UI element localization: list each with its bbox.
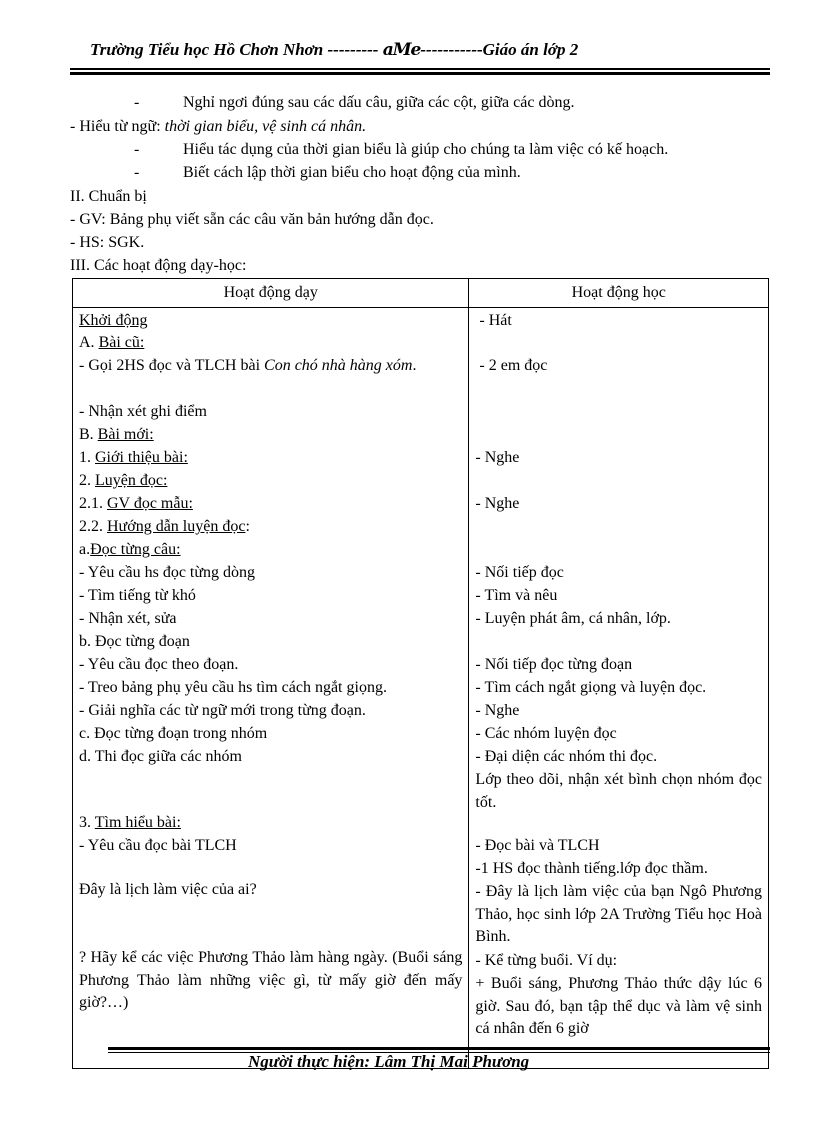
sing-song: - Hát [475, 312, 512, 329]
old-lesson-heading: A. Bài cũ: [79, 334, 145, 351]
page-header [90, 40, 770, 64]
table-row [73, 308, 769, 1069]
vocab-words: thời gian biểu, vệ sinh cá nhân. [164, 118, 367, 135]
pronunciation-practice: - Luyện phát âm, cá nhân, lớp. [475, 610, 671, 627]
call-students-reading: - Gọi 2HS đọc và TLCH bài Con chó nhà hàng xóm. [79, 357, 417, 374]
explain-words: - Giải nghĩa các từ ngữ mới trong từng đoạn. [79, 702, 366, 719]
group-reading: c. Đọc từng đoạn trong nhóm [79, 725, 268, 742]
objective-pause: Nghỉ ngơi đúng sau các dấu câu, giữa các cột, giữa các dòng. [183, 94, 575, 111]
objective-purpose: Hiểu tác dụng của thời gian biểu là giúp cho chúng ta làm việc có kế hoạch. [183, 141, 669, 158]
student-activity-header: Hoạt động học [469, 279, 769, 308]
take-turns-reading: - Nối tiếp đọc [475, 564, 564, 581]
header-rule-thick [70, 72, 770, 75]
reading-practice: 2. Luyện đọc: [79, 472, 168, 489]
section-preparation: II. Chuẩn bị [70, 188, 147, 205]
teacher-materials: - GV: Bảng phụ viết sẵn các câu văn bản hướng dẫn đọc. [70, 211, 434, 228]
activities-table [72, 278, 769, 1069]
listen-3: - Nghe [475, 702, 520, 719]
bullet-dash: - [134, 94, 140, 111]
read-and-answer: - Yêu cầu đọc bài TLCH [79, 837, 237, 854]
subject-title: Giáo án lớp 2 [482, 40, 579, 59]
read-by-paragraph: - Yêu cầu đọc theo đoạn. [79, 656, 239, 673]
question-whose-schedule: Đây là lịch làm việc của ai? [79, 881, 257, 898]
groups-practice: - Các nhóm luyện đọc [475, 725, 617, 742]
find-pauses: - Tìm cách ngắt giọng và luyện đọc. [475, 679, 707, 696]
footer-rule-thick [108, 1047, 770, 1050]
teacher-model-reading: 2.1. GV đọc mẫu: [79, 495, 193, 512]
bullet-dash: - [134, 164, 140, 181]
teacher-activity-header: Hoạt động dạy [73, 279, 469, 308]
morning-routine: + Buổi sáng, Phương Thảo thức dậy lúc 6 giờ. Sau đó, bạn tập thể dục và làm vệ sinh cá nhân đến 6 giờ [475, 975, 762, 1037]
two-students-read: - 2 em đọc [475, 357, 548, 374]
header-separator: --------- [327, 40, 379, 59]
group-contest: d. Thi đọc giữa các nhóm [79, 748, 242, 765]
student-activity-cell [469, 308, 769, 1069]
read-each-sentence: a.Đọc từng câu: [79, 541, 181, 558]
new-lesson-heading: B. Bài mới: [79, 426, 154, 443]
comment-correct: - Nhận xét, sửa [79, 610, 177, 627]
reading-guidance: 2.2. Hướng dẫn luyện đọc: [79, 518, 250, 535]
grade-comment: - Nhận xét ghi điểm [79, 403, 207, 420]
student-materials: - HS: SGK. [70, 234, 145, 251]
one-student-reads: -1 HS đọc thành tiếng.lớp đọc thầm. [475, 860, 708, 877]
board-pauses: - Treo bảng phụ yêu cầu hs tìm cách ngắt giọng. [79, 679, 387, 696]
listen-2: - Nghe [475, 495, 520, 512]
table-header-row [73, 279, 769, 308]
teacher-activity-cell [73, 308, 469, 1069]
section-activities: III. Các hoạt động dạy-học: [70, 257, 247, 274]
schedule-owner-answer: - Đây là lịch làm việc của bạn Ngô Phương Thảo, học sinh lớp 2A Trường Tiểu học Hoà Bình. [475, 883, 762, 945]
question-daily-tasks: ? Hãy kể các việc Phương Thảo làm hàng ngày. (Buổi sáng Phương Thảo làm những việc gì, từ mấy giờ đến mấy giờ?…) [79, 949, 463, 1011]
header-rule [70, 68, 770, 70]
group-representatives: - Đại diện các nhóm thi đọc. [475, 748, 658, 765]
find-and-state: - Tìm và nêu [475, 587, 558, 604]
header-logo: aMe [382, 40, 421, 60]
find-hard-words: - Tìm tiếng từ khó [79, 587, 196, 604]
tell-each-session: - Kể từng buổi. Ví dụ: [475, 952, 618, 969]
read-each-paragraph: b. Đọc từng đoạn [79, 633, 190, 650]
author-footer: Người thực hiện: Lâm Thị Mai Phương [248, 1052, 530, 1071]
take-turns-paragraphs: - Nối tiếp đọc từng đoạn [475, 656, 633, 673]
vocab-prefix: - Hiểu từ ngữ: [70, 118, 165, 135]
class-vote: Lớp theo dõi, nhận xét bình chọn nhóm đọc tốt. [475, 771, 762, 811]
read-and-answer-reply: - Đọc bài và TLCH [475, 837, 600, 854]
intro-lesson: 1. Giới thiệu bài: [79, 449, 188, 466]
bullet-dash: - [134, 141, 140, 158]
comprehension-heading: 3. Tìm hiểu bài: [79, 814, 181, 831]
objective-schedule: Biết cách lập thời gian biểu cho hoạt động của mình. [183, 164, 521, 181]
header-separator-2: ----------- [420, 40, 483, 59]
school-name: Trường Tiểu học Hồ Chơn Nhơn [90, 40, 324, 59]
read-each-line: - Yêu cầu hs đọc từng dòng [79, 564, 256, 581]
listen-1: - Nghe [475, 449, 520, 466]
vocab-line [70, 116, 366, 138]
warmup-heading: Khởi động [79, 312, 148, 329]
